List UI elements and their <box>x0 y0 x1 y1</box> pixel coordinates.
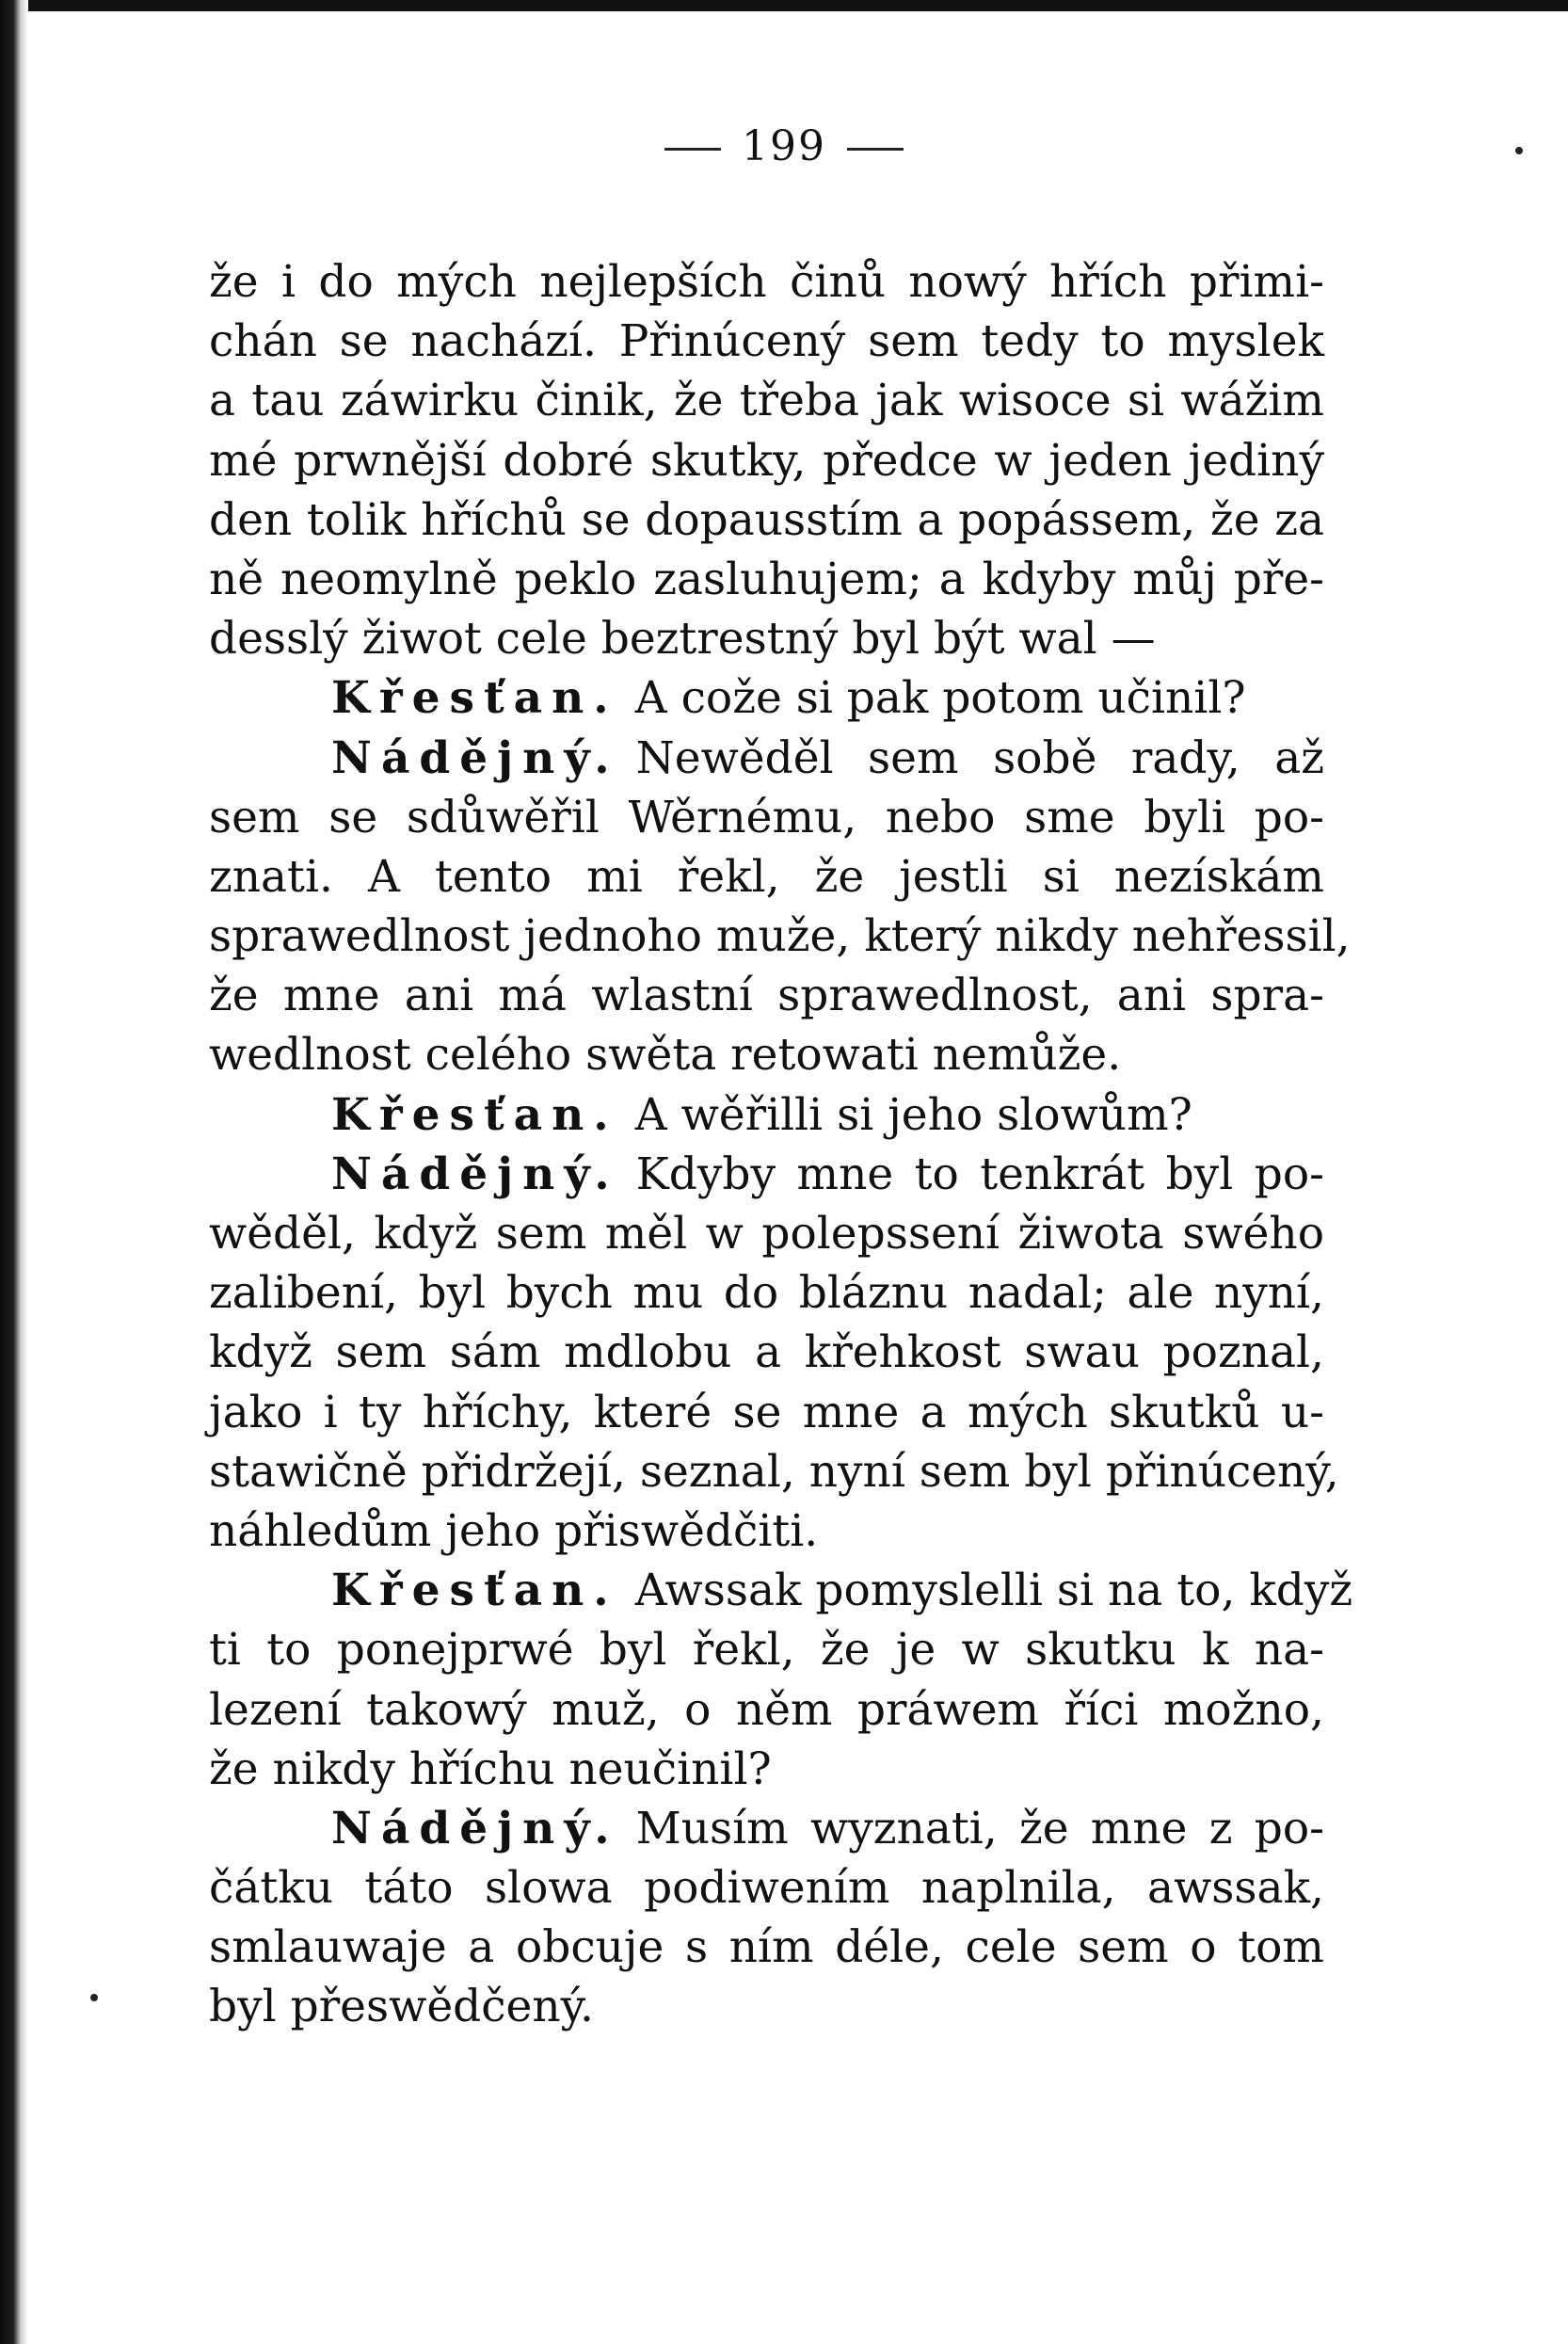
text-line <box>209 431 1324 490</box>
text-line <box>209 1561 1353 1620</box>
page-number: 199 <box>742 122 826 170</box>
header-dash-left <box>664 148 721 151</box>
header-dash-right <box>847 148 904 151</box>
line-text: jako i ty hříchy, které se mne a mých skutků u- <box>209 1386 1324 1438</box>
text-line <box>209 1680 1324 1740</box>
line-text: že mne ani má wlastní sprawedlnost, ani spra- <box>209 970 1324 1022</box>
text-line <box>209 1918 1324 1977</box>
text-line <box>209 1204 1324 1263</box>
line-text: zalibení, byl bych mu do bláznu nadal; ale nyní, <box>209 1267 1324 1320</box>
line-text: Kdyby mne to tenkrát byl po- <box>635 1148 1324 1200</box>
line-text: mé prwnější dobré skutky, předce w jeden jediný <box>209 434 1324 487</box>
line-text: ně neomylně peklo zasluhujem; a kdyby můj pře- <box>209 553 1324 605</box>
line-text: že nikdy hříchu neučinil? <box>209 1742 772 1795</box>
line-text: A wěřilli si jeho slowům? <box>634 1088 1192 1141</box>
text-line <box>209 907 1351 966</box>
speaker-name: Nádějný. <box>331 1802 619 1854</box>
text-line <box>209 490 1324 550</box>
text-line <box>209 312 1324 371</box>
speaker-name: Křesťan. <box>331 1088 618 1141</box>
text-line <box>209 1740 1324 1799</box>
text-line <box>209 1977 1324 2036</box>
line-text: náhledům jeho přiswědčiti. <box>209 1504 819 1557</box>
text-line <box>209 729 1324 788</box>
line-text: smlauwaje a obcuje s ním déle, cele sem o tom <box>209 1921 1324 1974</box>
text-line <box>209 1858 1324 1918</box>
line-text: desslý žiwot cele beztrestný byl být wal — <box>209 613 1156 666</box>
line-text: chán se nachází. Přinúcený sem tedy to myslek <box>209 315 1324 368</box>
text-line <box>209 252 1324 312</box>
line-text: a tau záwirku činik, že třeba jak wisoce si wážim <box>209 375 1324 427</box>
line-text: Newěděl sem sobě rady, až <box>635 731 1324 784</box>
speaker-name: Nádějný. <box>331 731 619 784</box>
line-text: Awssak pomyslelli si na to, když <box>634 1565 1353 1617</box>
line-text: Musím wyznati, že mne z po- <box>635 1802 1324 1854</box>
text-line <box>209 1383 1324 1442</box>
scan-top-border <box>0 0 1568 11</box>
text-line <box>209 966 1324 1025</box>
line-text: sem se sdůwěřil Wěrnému, nebo sme byli po- <box>209 791 1324 843</box>
line-text: znati. A tento mi řekl, že jestli si nezískám <box>209 850 1324 903</box>
line-text: byl přeswědčený. <box>209 1981 594 2033</box>
body-text <box>209 252 1353 2037</box>
speaker-name: Křesťan. <box>331 1565 618 1617</box>
text-line <box>209 550 1324 609</box>
line-text: A cože si pak potom učinil? <box>634 672 1246 725</box>
scan-speck <box>90 1994 98 2001</box>
line-text: wěděl, když sem měl w polepssení žiwota swého <box>209 1208 1324 1260</box>
line-text: den tolik hříchů se dopausstím a popássem, že za <box>209 493 1324 546</box>
line-text: stawičně přidržejí, seznal, nyní sem byl přinúcený, <box>209 1445 1339 1498</box>
line-text: že i do mých nejlepších činů nowý hřích přimi- <box>209 256 1324 308</box>
text-line <box>209 1620 1324 1679</box>
speaker-name: Nádějný. <box>331 1148 619 1200</box>
scan-speck <box>1515 147 1523 154</box>
text-line <box>209 788 1324 847</box>
text-line <box>209 1501 1324 1561</box>
scan-left-edge <box>0 0 28 2344</box>
text-line <box>209 1799 1324 1858</box>
line-text: čátku táto slowa podiwením naplnila, awssak, <box>209 1862 1324 1915</box>
line-text: ti to ponejprwé byl řekl, že je w skutku k na- <box>209 1624 1324 1677</box>
text-line <box>209 1323 1324 1382</box>
line-text: lezení takowý muž, o něm práwem říci možno, <box>209 1683 1324 1736</box>
text-line <box>209 1263 1324 1323</box>
text-line <box>209 371 1324 430</box>
text-line <box>209 668 1324 728</box>
text-line <box>209 847 1324 907</box>
line-text: wedlnost celého swěta retowati nemůže. <box>209 1029 1122 1082</box>
line-text: když sem sám mdlobu a křehkost swau poznal, <box>209 1326 1324 1379</box>
speaker-name: Křesťan. <box>331 672 618 725</box>
text-line <box>209 1442 1339 1501</box>
text-line <box>209 1085 1324 1145</box>
page-number-header <box>0 122 1568 170</box>
text-line <box>209 609 1324 668</box>
line-text: sprawedlnost jednoho muže, který nikdy nehřessil, <box>209 910 1351 963</box>
text-line <box>209 1145 1324 1204</box>
text-line <box>209 1025 1324 1084</box>
